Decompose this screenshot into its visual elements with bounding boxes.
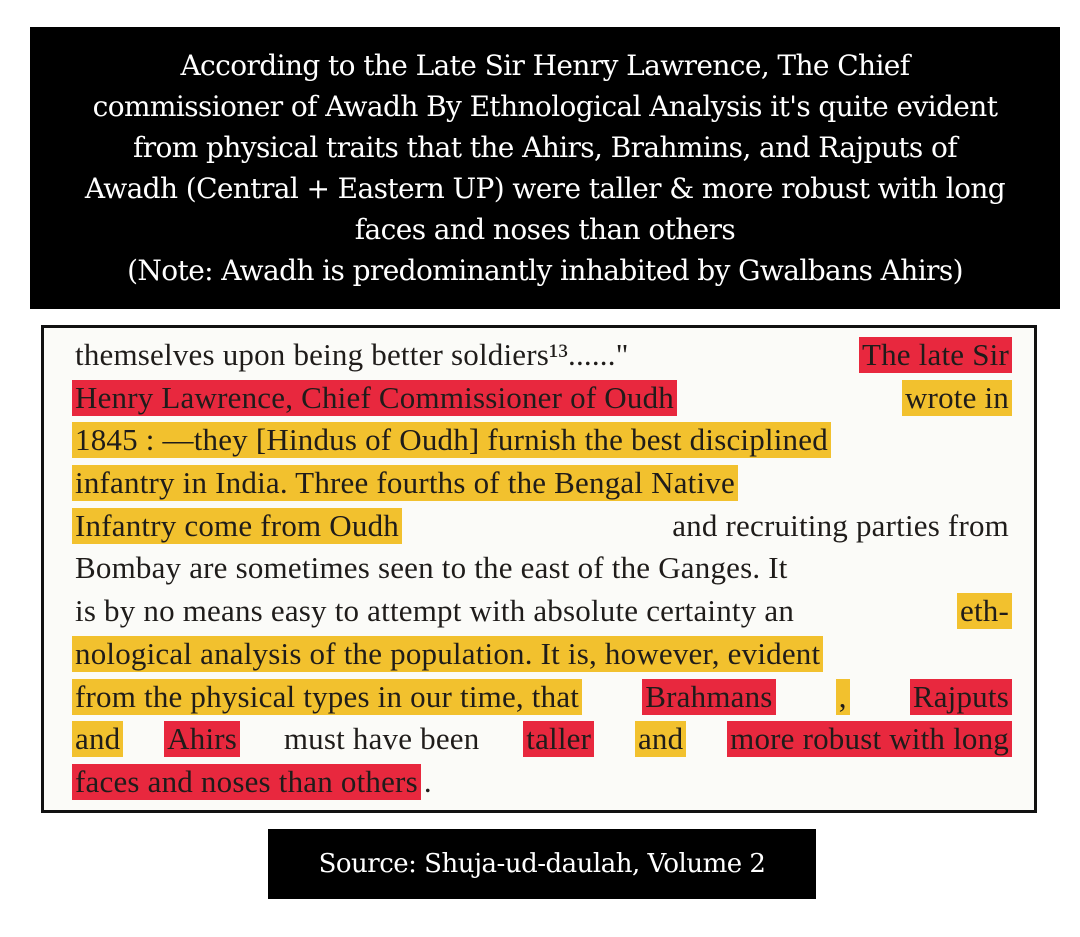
excerpt-line — [72, 422, 1012, 465]
yellow-highlight: eth- — [957, 593, 1012, 629]
excerpt-text: is by no means easy to attempt with absolute certainty an — [75, 593, 795, 629]
excerpt-text: must have been — [283, 721, 480, 757]
red-highlight: taller — [523, 721, 594, 757]
red-highlight: The late Sir — [859, 337, 1012, 373]
red-highlight: Henry Lawrence, Chief Commissioner of Oudh — [72, 380, 677, 416]
yellow-highlight: , — [836, 679, 850, 715]
yellow-highlight: nological analysis of the population. It is, however, evident — [72, 636, 823, 672]
excerpt-line — [72, 550, 1012, 593]
excerpt-line — [72, 465, 1012, 508]
red-highlight: Brahmans — [642, 679, 775, 715]
yellow-highlight: and — [635, 721, 686, 757]
excerpt-line — [72, 508, 1012, 551]
yellow-highlight: wrote in — [902, 380, 1012, 416]
red-highlight: faces and noses than others — [72, 764, 421, 800]
caption-line: commissioner of Awadh By Ethnological Analysis it's quite evident — [92, 90, 998, 123]
yellow-highlight: infantry in India. Three fourths of the Bengal Native — [72, 465, 738, 501]
yellow-highlight: from the physical types in our time, that — [72, 679, 582, 715]
excerpt-text: . — [423, 763, 432, 799]
excerpt-text: themselves upon being better soldiers¹³......" — [75, 337, 629, 372]
caption-line: faces and noses than others — [354, 213, 736, 246]
excerpt-line — [72, 380, 1012, 423]
caption-line: from physical traits that the Ahirs, Brahmins, and Rajputs of — [133, 131, 957, 164]
red-highlight: more robust with long — [727, 721, 1012, 757]
excerpt-line — [72, 593, 1012, 636]
yellow-highlight: Infantry come from Oudh — [72, 508, 402, 544]
source-label: Source: Shuja-ud-daulah, Volume 2 — [318, 849, 766, 879]
excerpt-line — [72, 721, 1012, 764]
red-highlight: Rajputs — [910, 679, 1012, 715]
caption-line: (Note: Awadh is predominantly inhabited by Gwalbans Ahirs) — [127, 254, 963, 287]
excerpt-text: and recruiting parties from — [672, 507, 1009, 543]
excerpt-line — [72, 679, 1012, 722]
source-label-box — [268, 829, 816, 899]
excerpt-text: Bombay are sometimes seen to the east of the Ganges. It — [75, 550, 788, 586]
excerpt-line — [72, 636, 1012, 679]
book-excerpt-scan — [41, 325, 1037, 813]
caption-line: Awadh (Central + Eastern UP) were taller & more robust with long — [84, 172, 1006, 205]
caption-line: According to the Late Sir Henry Lawrence, The Chief — [180, 49, 910, 82]
excerpt-line — [72, 337, 1012, 380]
excerpt-text-block — [72, 337, 1012, 807]
yellow-highlight: and — [72, 721, 123, 757]
caption-banner — [30, 27, 1060, 309]
red-highlight: Ahirs — [164, 721, 240, 757]
excerpt-line — [72, 764, 1012, 807]
yellow-highlight: 1845 : —they [Hindus of Oudh] furnish the best disciplined — [72, 422, 831, 458]
